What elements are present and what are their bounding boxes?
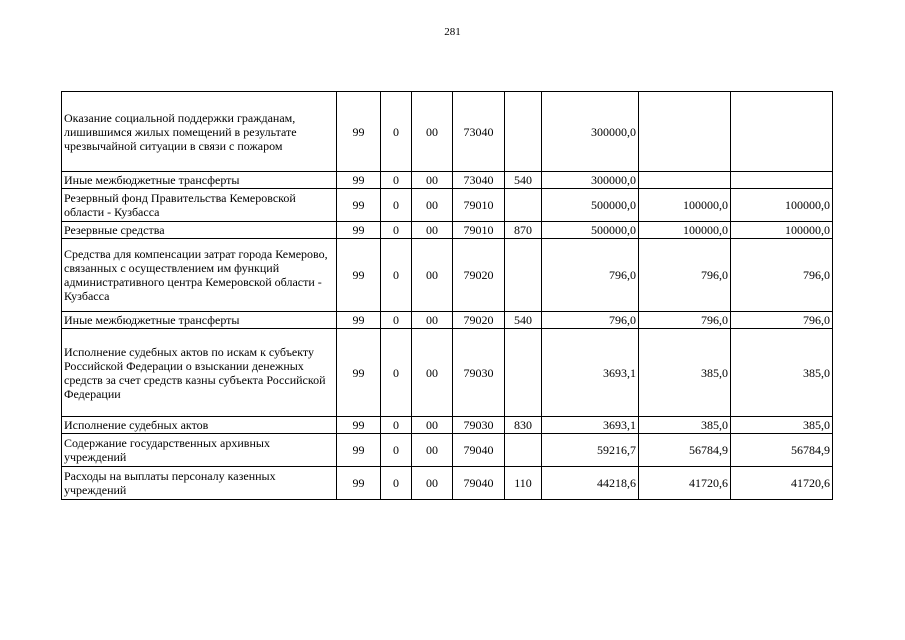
cell-program: 99 [337,434,381,467]
cell-amount-2: 100000,0 [639,189,731,222]
row-name: Иные межбюджетные трансферты [62,312,337,329]
cell-measure: 00 [412,239,453,312]
cell-amount-2 [639,172,731,189]
cell-measure: 00 [412,329,453,417]
cell-program: 99 [337,189,381,222]
cell-program: 99 [337,329,381,417]
cell-measure: 00 [412,312,453,329]
cell-subprogram: 0 [381,434,412,467]
cell-amount-2: 100000,0 [639,222,731,239]
cell-measure: 00 [412,92,453,172]
cell-amount-3: 385,0 [731,329,833,417]
cell-program: 99 [337,172,381,189]
row-name: Средства для компенсации затрат города Кемерово, связанных с осуществлением им функций административного центра Кемеровской области - Кузбасса [62,239,337,312]
cell-amount-2: 796,0 [639,239,731,312]
cell-direction: 73040 [453,92,505,172]
table-row [62,189,833,222]
cell-direction: 79030 [453,417,505,434]
cell-measure: 00 [412,434,453,467]
cell-direction: 79030 [453,329,505,417]
cell-expense-type [505,329,542,417]
table-row [62,417,833,434]
cell-measure: 00 [412,222,453,239]
row-name: Оказание социальной поддержки гражданам, лишившимся жилых помещений в результате чрезвычайной ситуации в связи с пожаром [62,92,337,172]
cell-amount-2: 385,0 [639,417,731,434]
cell-program: 99 [337,417,381,434]
cell-subprogram: 0 [381,239,412,312]
cell-amount-1: 796,0 [542,312,639,329]
cell-expense-type [505,92,542,172]
cell-expense-type: 870 [505,222,542,239]
cell-amount-3: 796,0 [731,312,833,329]
cell-amount-2 [639,92,731,172]
table-row [62,312,833,329]
table-row [62,329,833,417]
cell-amount-2: 385,0 [639,329,731,417]
row-name: Резервные средства [62,222,337,239]
cell-expense-type: 540 [505,312,542,329]
cell-expense-type [505,239,542,312]
cell-expense-type: 830 [505,417,542,434]
cell-amount-1: 300000,0 [542,92,639,172]
cell-amount-3: 100000,0 [731,189,833,222]
row-name: Исполнение судебных актов [62,417,337,434]
table-row [62,434,833,467]
cell-amount-1: 500000,0 [542,189,639,222]
cell-amount-1: 3693,1 [542,329,639,417]
table-row [62,92,833,172]
cell-program: 99 [337,312,381,329]
cell-subprogram: 0 [381,189,412,222]
row-name: Расходы на выплаты персоналу казенных учреждений [62,467,337,500]
cell-amount-3 [731,172,833,189]
cell-direction: 73040 [453,172,505,189]
cell-amount-1: 300000,0 [542,172,639,189]
cell-direction: 79010 [453,189,505,222]
table-row [62,467,833,500]
cell-direction: 79040 [453,434,505,467]
cell-measure: 00 [412,467,453,500]
cell-expense-type: 540 [505,172,542,189]
cell-amount-2: 796,0 [639,312,731,329]
cell-subprogram: 0 [381,92,412,172]
cell-amount-2: 56784,9 [639,434,731,467]
cell-amount-3 [731,92,833,172]
cell-amount-2: 41720,6 [639,467,731,500]
page-number: 281 [444,26,461,38]
row-name: Содержание государственных архивных учреждений [62,434,337,467]
cell-expense-type: 110 [505,467,542,500]
table-row [62,222,833,239]
cell-amount-3: 796,0 [731,239,833,312]
cell-amount-3: 56784,9 [731,434,833,467]
table-row [62,239,833,312]
table-row [62,172,833,189]
cell-amount-1: 3693,1 [542,417,639,434]
cell-program: 99 [337,92,381,172]
cell-program: 99 [337,467,381,500]
cell-expense-type [505,189,542,222]
cell-measure: 00 [412,189,453,222]
cell-amount-3: 100000,0 [731,222,833,239]
cell-program: 99 [337,222,381,239]
cell-direction: 79020 [453,239,505,312]
cell-subprogram: 0 [381,312,412,329]
cell-measure: 00 [412,417,453,434]
cell-amount-1: 59216,7 [542,434,639,467]
cell-subprogram: 0 [381,417,412,434]
row-name: Резервный фонд Правительства Кемеровской области - Кузбасса [62,189,337,222]
row-name: Исполнение судебных актов по искам к субъекту Российской Федерации о взыскании денежных средств за счет средств казны субъекта Российской Федерации [62,329,337,417]
cell-direction: 79040 [453,467,505,500]
cell-program: 99 [337,239,381,312]
cell-subprogram: 0 [381,467,412,500]
cell-subprogram: 0 [381,172,412,189]
cell-amount-1: 500000,0 [542,222,639,239]
cell-measure: 00 [412,172,453,189]
cell-amount-3: 385,0 [731,417,833,434]
cell-direction: 79020 [453,312,505,329]
cell-expense-type [505,434,542,467]
budget-table [61,91,833,500]
cell-subprogram: 0 [381,222,412,239]
cell-direction: 79010 [453,222,505,239]
cell-subprogram: 0 [381,329,412,417]
cell-amount-3: 41720,6 [731,467,833,500]
cell-amount-1: 796,0 [542,239,639,312]
row-name: Иные межбюджетные трансферты [62,172,337,189]
cell-amount-1: 44218,6 [542,467,639,500]
